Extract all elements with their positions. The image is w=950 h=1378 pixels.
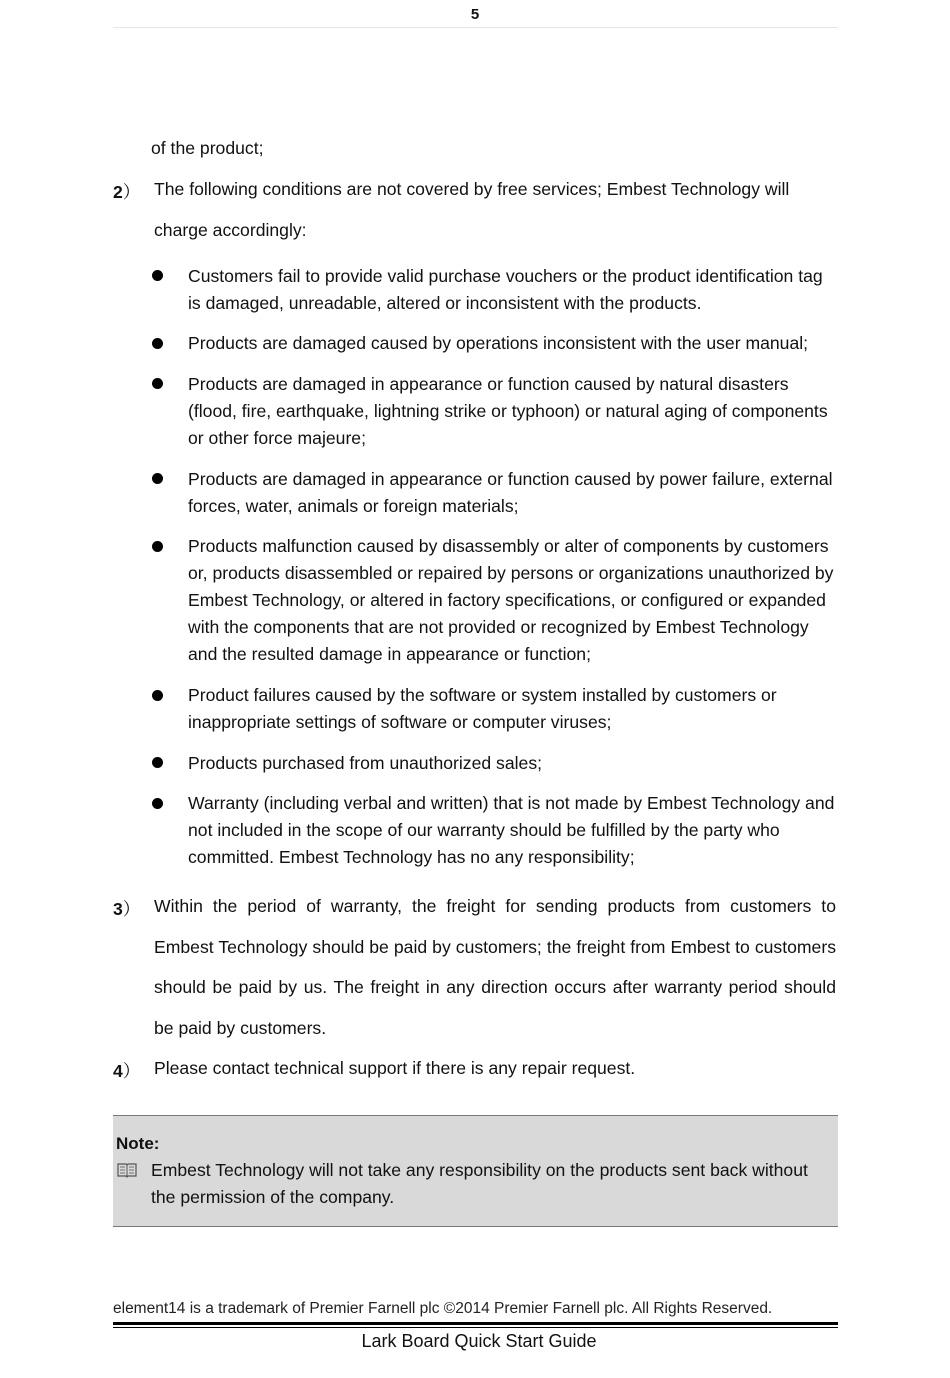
note-label: Note: — [116, 1134, 160, 1153]
bullet-item: Warranty (including verbal and written) that is not made by Embest Technology and not included in the scope of our warranty should be fulfilled by the party who committed. Embest Technology has no any responsibility; — [188, 793, 835, 867]
bullet-item: Products are damaged in appearance or function caused by natural disasters (flood, fire, earthquake, lightning strike or typhoon) or natural aging of components or other force majeure; — [188, 374, 828, 448]
bullet-icon — [152, 338, 163, 349]
item-text-4: Please contact technical support if there is any repair request. — [154, 1058, 636, 1078]
page-number: 5 — [470, 6, 480, 23]
item-text-3: Within the period of warranty, the freight for sending products from customers to Embest Technology should be paid by customers; the freight from Embest to customers should be paid by us. The freight in any direction occurs after warranty period should be paid by customers. — [154, 896, 836, 1038]
bullet-icon — [152, 757, 163, 768]
item-number-4: 4） — [113, 1061, 141, 1081]
bullet-item: Customers fail to provide valid purchase vouchers or the product identification tag is damaged, unreadable, altered or inconsistent with the products. — [188, 266, 823, 313]
bullet-icon — [152, 690, 163, 701]
footer-divider-thin — [113, 1327, 838, 1328]
footer-title: Lark Board Quick Start Guide — [361, 1331, 597, 1351]
note-text: Embest Technology will not take any responsibility on the products sent back without the permission of the company. — [151, 1160, 808, 1207]
bullet-icon — [152, 473, 163, 484]
bullet-item: Products malfunction caused by disassembly or alter of components by customers or, products disassembled or repaired by persons or organizations unauthorized by Embest Technology, or altered in factory specifications, or configured or expanded with the components that are not provided or recognized by Embest Technology and the resulted damage in appearance or function; — [188, 536, 834, 664]
item-text-2: The following conditions are not covered by free services; Embest Technology will charge accordingly: — [154, 179, 790, 240]
bullet-icon — [152, 541, 163, 552]
footer-trademark: element14 is a trademark of Premier Farnell plc ©2014 Premier Farnell plc. All Rights Reserved. — [113, 1300, 773, 1317]
continuation-text: of the product; — [151, 138, 264, 158]
bullet-item: Product failures caused by the software or system installed by customers or inappropriate settings of software or computer viruses; — [188, 685, 777, 732]
note-box — [113, 1115, 838, 1227]
bullet-item: Products are damaged in appearance or function caused by power failure, external forces, water, animals or foreign materials; — [188, 469, 833, 516]
bullet-item: Products are damaged caused by operations inconsistent with the user manual; — [188, 333, 809, 353]
book-icon — [117, 1162, 137, 1178]
bullet-item: Products purchased from unauthorized sales; — [188, 753, 543, 773]
footer-divider — [113, 1322, 838, 1325]
bullet-icon — [152, 270, 163, 281]
header-divider — [113, 27, 838, 28]
item-number-2: 2） — [113, 182, 141, 202]
item-number-3: 3） — [113, 899, 141, 919]
bullet-icon — [152, 378, 163, 389]
bullet-icon — [152, 798, 163, 809]
